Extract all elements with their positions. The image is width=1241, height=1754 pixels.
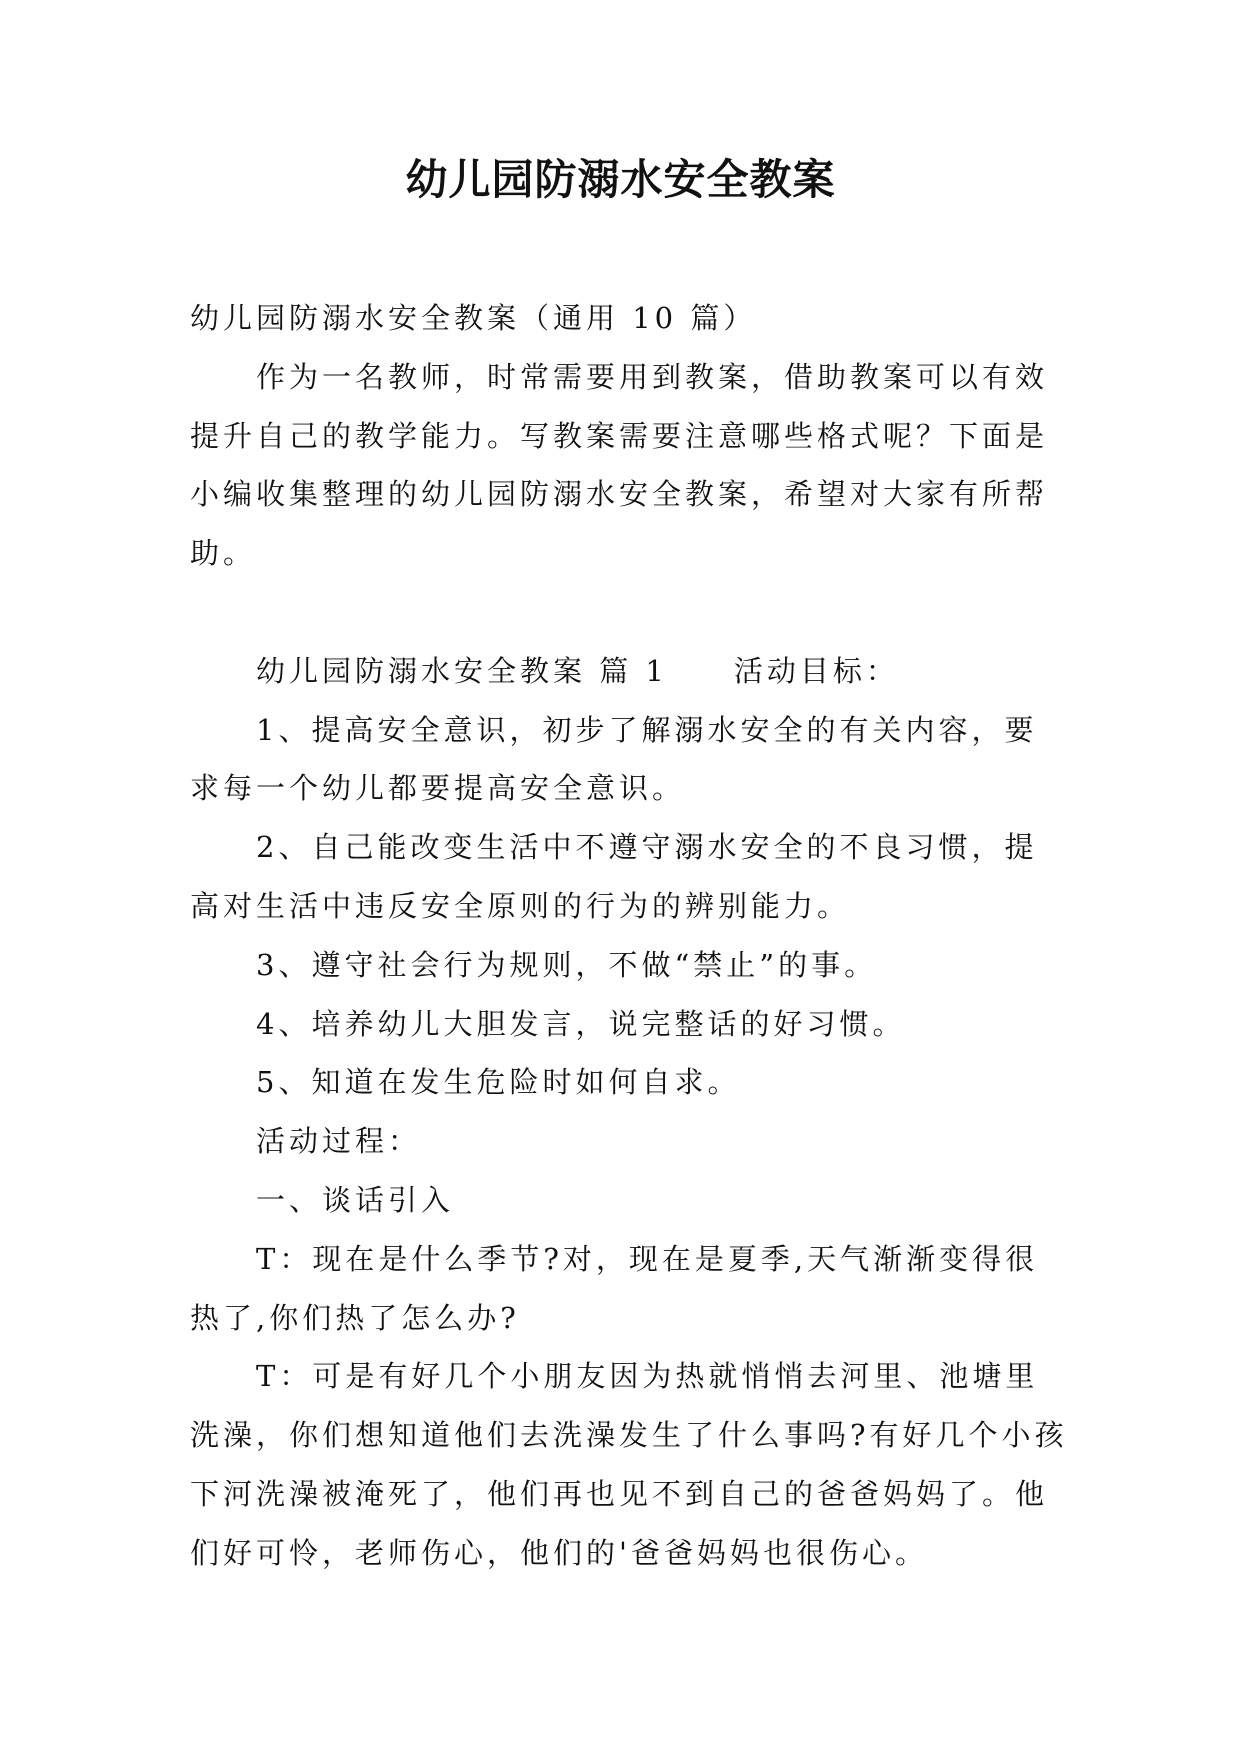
dialogue-paragraph: T：现在是什么季节?对，现在是夏季,天气渐渐变得很热了,你们热了怎么办? xyxy=(190,1241,1039,1335)
objective-item: 2、自己能改变生活中不遵守溺水安全的不良习惯，提高对生活中违反安全原则的行为的辨别能力。 xyxy=(190,830,1038,923)
document-title: 幼儿园防溺水安全教案 xyxy=(405,155,836,204)
objective-item: 4、培养幼儿大胆发言，说完整话的好习惯。 xyxy=(256,1006,906,1041)
paragraph-gap xyxy=(190,583,1070,642)
intro-paragraph: 作为一名教师，时常需要用到教案，借助教案可以有效提升自己的教学能力。写教案需要注意哪些格式呢？下面是小编收集整理的幼儿园防溺水安全教案，希望对大家有所帮助。 xyxy=(190,359,1049,571)
section-heading: 幼儿园防溺水安全教案 篇 1 xyxy=(256,653,668,688)
section-heading-line xyxy=(190,642,1070,701)
objective-item: 5、知道在发生危险时如何自求。 xyxy=(256,1065,741,1100)
step-heading: 一、谈话引入 xyxy=(256,1182,455,1217)
objectives-label: 活动目标： xyxy=(733,653,899,688)
dialogue-paragraph: T：可是有好几个小朋友因为热就悄悄去河里、池塘里洗澡，你们想知道他们去洗澡发生了什么事吗?有好几个小孩下河洗澡被淹死了，他们再也见不到自己的爸爸妈妈了。他们好可怜，老师伤心，他们的'爸爸妈妈也很伤心。 xyxy=(190,1359,1068,1570)
objective-item: 3、遵守社会行为规则，不做“禁止”的事。 xyxy=(256,947,878,982)
document-subtitle: 幼儿园防溺水安全教案（通用 10 篇） xyxy=(190,301,757,335)
objective-item: 1、提高安全意识，初步了解溺水安全的有关内容，要求每一个幼儿都要提高安全意识。 xyxy=(190,712,1038,806)
process-label: 活动过程： xyxy=(256,1124,422,1159)
document-body xyxy=(190,289,1070,1583)
